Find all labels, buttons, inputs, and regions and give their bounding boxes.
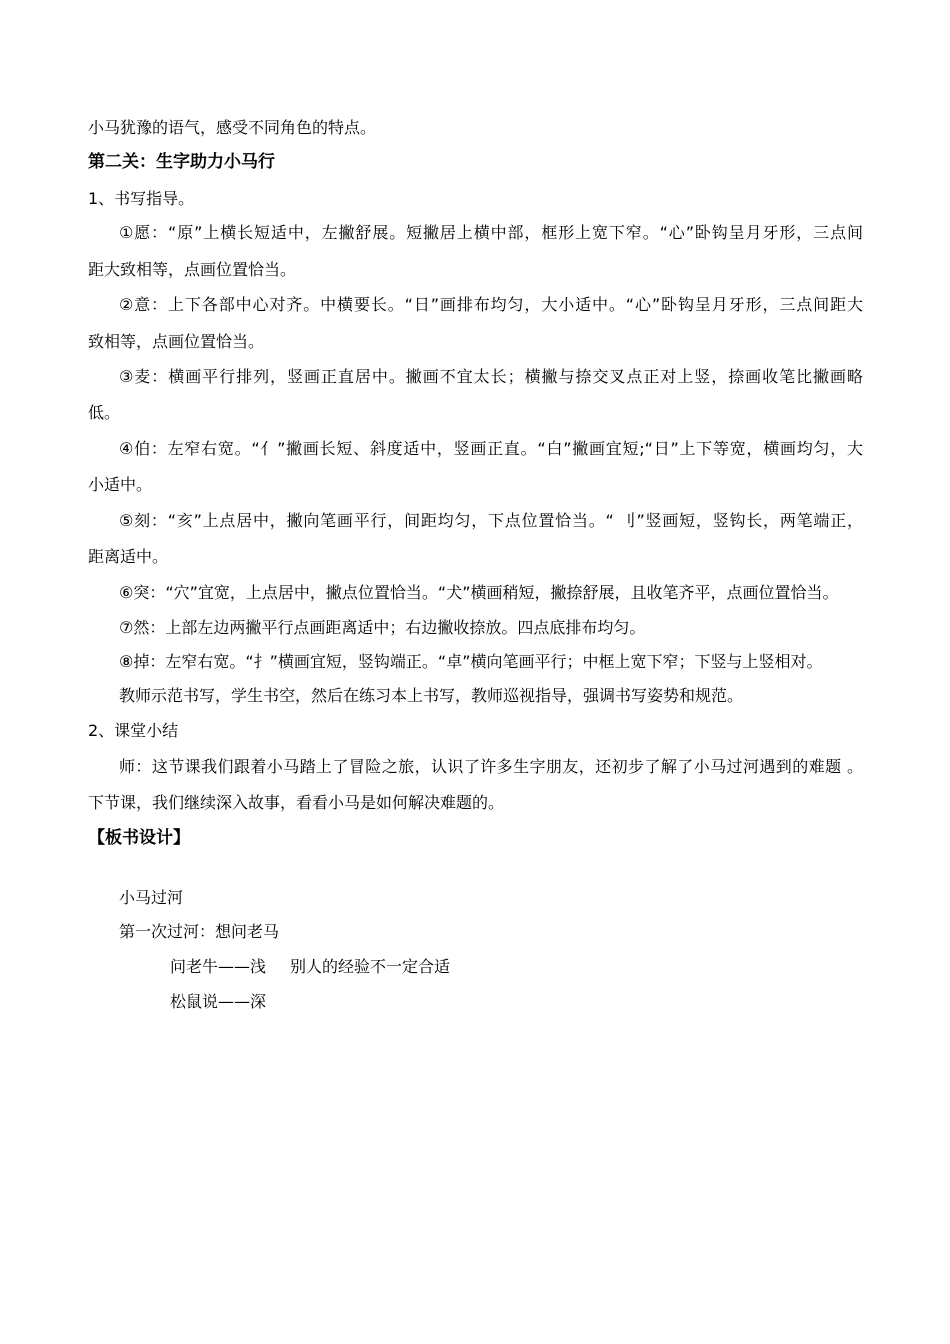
writing-heading: 1、书写指导。 xyxy=(88,189,195,208)
writing-item-3-line2: 低。 xyxy=(88,403,121,422)
writing-item-4-line2: 小适中。 xyxy=(88,475,153,494)
intro-tail-text: 小马犹豫的语气，感受不同角色的特点。 xyxy=(88,118,377,137)
section-title: 第二关：生字助力小马行 xyxy=(88,152,275,172)
writing-item-3-line1: ③麦：横画平行排列，竖画正直居中。撇画不宜太长；横撇与捺交叉点正对上竖，捺画收笔比撇画略 xyxy=(119,367,863,386)
summary-line-2: 下节课，我们继续深入故事，看看小马是如何解决难题的。 xyxy=(88,793,505,812)
writing-item-2-line2: 致相等，点画位置恰当。 xyxy=(88,332,265,351)
board-first-crossing: 第一次过河：想问老马 xyxy=(119,922,280,941)
board-title: 小马过河 xyxy=(119,888,184,907)
writing-item-1-line1: ①愿：“原”上横长短适中，左撇舒展。短撇居上横中部，框形上宽下窄。“心”卧钩呈月牙形，三点间 xyxy=(119,223,863,242)
writing-item-5-line2: 距离适中。 xyxy=(88,547,169,566)
board-ask-cow: 问老牛——浅 xyxy=(170,957,267,976)
board-squirrel: 松鼠说——深 xyxy=(170,992,267,1011)
board-heading: 【板书设计】 xyxy=(88,828,190,848)
writing-item-8: ⑧掉：左窄右宽。“扌”横画宜短，竖钩端正。“卓”横向笔画平行；中框上宽下窄；下竖与上竖相对。 xyxy=(119,652,823,671)
writing-item-2-line1: ②意：上下各部中心对齐。中横要长。“日”画排布均匀，大小适中。“心”卧钩呈月牙形，三点间距大 xyxy=(119,295,863,314)
writing-item-7: ⑦然：上部左边两撇平行点画距离适中；右边撇收捺放。四点底排布均匀。 xyxy=(119,618,646,637)
writing-note: 教师示范书写，学生书空，然后在练习本上书写，教师巡视指导，强调书写姿势和规范。 xyxy=(119,686,744,705)
writing-item-4-line1: ④伯：左窄右宽。“亻”撇画长短、斜度适中，竖画正直。“白”撇画宜短;“日”上下等宽，横画均匀，大 xyxy=(119,439,863,458)
writing-item-5-line1: ⑤刻：“亥”上点居中，撇向笔画平行，间距均匀，下点位置恰当。“ 刂”竖画短，竖钩长，两笔端正， xyxy=(119,511,863,530)
writing-item-6: ⑥突：“穴”宜宽，上点居中，撇点位置恰当。“犬”横画稍短，撇捺舒展，且收笔齐平，点画位置恰当。 xyxy=(119,583,839,602)
summary-line-1: 师：这节课我们跟着小马踏上了冒险之旅，认识了许多生字朋友，还初步了解了小马过河遇到的难题 。 xyxy=(119,757,863,776)
summary-heading: 2、课堂小结 xyxy=(88,721,179,740)
board-ask-cow-row xyxy=(170,957,450,977)
board-lesson: 别人的经验不一定合适 xyxy=(290,957,451,976)
writing-item-1-line2: 距大致相等，点画位置恰当。 xyxy=(88,260,297,279)
